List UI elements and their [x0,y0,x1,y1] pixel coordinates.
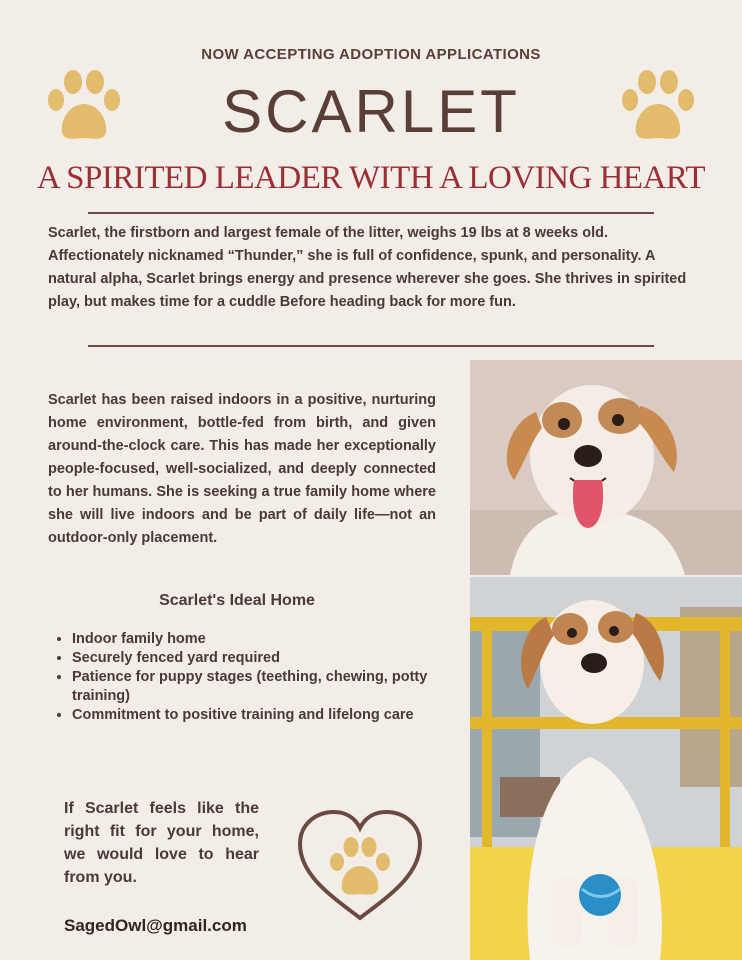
list-item: • Commitment to positive training and lifelong care [72,706,482,725]
divider [88,212,654,214]
heart-paw-icon [294,806,426,924]
background-paragraph: Scarlet has been raised indoors in a positive, nurturing home environment, bottle-fed from birth, and given around-the-clock care. This has made her exceptionally people-focused, well-socialized, and deeply connected to her humans. She is seeking a true family home where she will live indoors and be part of daily life—not an outdoor-only placement. [48,392,436,546]
puppy-photo-sitting [470,577,742,960]
tagline: A SPIRITED LEADER WITH A LOVING HEART [36,160,706,196]
closing-message: If Scarlet feels like the right fit for your home, we would love to hear from you. [64,800,259,886]
contact-email[interactable]: SagedOwl@gmail.com [64,916,247,935]
divider [88,345,654,347]
ideal-home-list [48,630,482,725]
list-item: • Indoor family home [72,630,482,649]
adoption-kicker: NOW ACCEPTING ADOPTION APPLICATIONS [201,46,541,63]
puppy-photo-closeup [470,360,742,575]
ideal-home-heading: Scarlet's Ideal Home [159,592,315,609]
list-item: • Patience for puppy stages (teething, chewing, potty training) [72,668,482,706]
intro-paragraph: Scarlet, the firstborn and largest female of the litter, weighs 19 lbs at 8 weeks old. Affectionately nicknamed “Thunder,” she is full of confidence, spunk, and personality. A natural alpha, Scarlet brings energy and presence wherever she goes. She thrives in spirited play, but makes time for a cuddle Before heading back for more fun. [48,225,687,310]
dog-name-title: SCARLET [222,78,520,145]
list-item: • Securely fenced yard required [72,649,482,668]
